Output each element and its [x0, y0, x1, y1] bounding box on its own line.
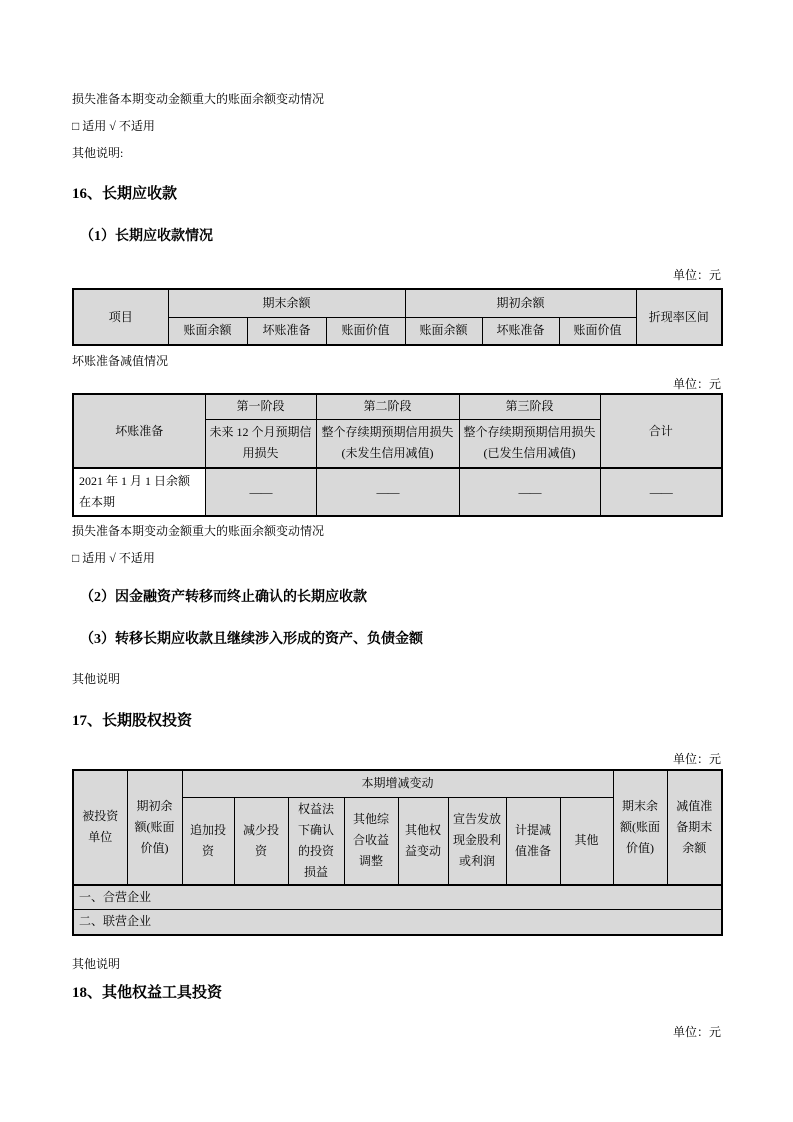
col-header-book-value: 账面价值	[326, 317, 405, 345]
col-header-bad-debt-provision: 坏账准备	[247, 317, 326, 345]
stage3-description-line2: (已发生信用减值)	[483, 446, 576, 461]
col-group-ending-balance: 期末余额	[168, 289, 405, 317]
unit-label-3: 单位：元	[672, 752, 721, 766]
col-header-total: 合计	[600, 394, 722, 468]
row-associates: 二、联营企业	[73, 910, 722, 935]
section18-title: 18、其他权益工具投资	[72, 984, 223, 1001]
table-row	[73, 885, 722, 910]
table-row	[73, 468, 722, 516]
unit-label-4: 单位：元	[672, 1024, 721, 1039]
table-row	[73, 910, 722, 935]
col-header-beginning-balance: 期初余额(账面价值)	[127, 770, 182, 885]
bad-debt-stages-table	[72, 393, 723, 517]
check-icon: √	[109, 551, 116, 565]
row-joint-ventures: 一、合营企业	[73, 885, 722, 910]
stage3-description-line1: 整个存续期预期信用损失	[463, 425, 596, 440]
col-header-bad-debt: 坏账准备	[73, 394, 205, 468]
col-header-book-balance: 账面余额	[168, 317, 247, 345]
other-notes-label: 其他说明	[72, 672, 121, 686]
cell-dash: ——	[600, 468, 722, 516]
col-group-period-change: 本期增减变动	[182, 770, 613, 797]
bad-debt-caption: 坏账准备减值情况	[72, 354, 169, 368]
col-header-stage1: 第一阶段	[205, 394, 316, 419]
stage2-description-line2: (未发生信用减值)	[341, 446, 434, 461]
col-header-discount-range: 折现率区间	[636, 289, 722, 345]
col-header-impairment-provision: 计提减值准备	[506, 797, 560, 885]
col-header-bad-debt-provision: 坏账准备	[482, 317, 559, 345]
col-header-book-value: 账面价值	[559, 317, 636, 345]
stage1-description: 未来 12 个月预期信用损失	[205, 419, 316, 468]
col-header-item: 项目	[73, 289, 168, 345]
col-header-book-balance: 账面余额	[405, 317, 482, 345]
col-header-oci-adjustment: 其他综合收益调整	[344, 797, 398, 885]
applicable-line	[72, 118, 721, 134]
col-header-ending-balance: 期末余额(账面价值)	[613, 770, 667, 885]
col-header-stage2: 第二阶段	[316, 394, 459, 419]
stage3-description	[459, 419, 600, 468]
section16-sub2-title: （2）因金融资产转移而终止确认的长期应收款	[80, 590, 367, 605]
cell-dash: ——	[316, 468, 459, 516]
section16-sub3-title: （3）转移长期应收款且继续涉入形成的资产、负债金额	[80, 632, 423, 647]
col-group-beginning-balance: 期初余额	[405, 289, 636, 317]
col-header-other-equity-change: 其他权益变动	[398, 797, 448, 885]
cell-dash: ——	[205, 468, 316, 516]
section16-sub1-title: （1）长期应收款情况	[80, 229, 213, 244]
col-header-investee: 被投资单位	[73, 770, 127, 885]
long-term-receivables-table	[72, 288, 723, 346]
col-header-reduced-investment: 减少投资	[234, 797, 288, 885]
section17-title: 17、长期股权投资	[72, 713, 193, 729]
col-header-equity-method-pl: 权益法下确认的投资损益	[288, 797, 344, 885]
not-apply-label: 不适用	[118, 119, 155, 133]
other-notes-label: 其他说明	[72, 956, 121, 971]
stage2-description-line1: 整个存续期预期信用损失	[321, 425, 454, 440]
not-apply-label: 不适用	[118, 551, 155, 565]
apply-label: 适用	[82, 551, 107, 565]
other-notes-label: 其他说明:	[72, 146, 124, 160]
loss-change-note: 损失准备本期变动金额重大的账面余额变动情况	[72, 524, 325, 538]
check-icon: √	[109, 119, 116, 133]
cell-dash: ——	[459, 468, 600, 516]
loss-change-note: 损失准备本期变动金额重大的账面余额变动情况	[72, 92, 325, 106]
col-header-additional-investment: 追加投资	[182, 797, 234, 885]
apply-label: 适用	[82, 119, 107, 133]
col-header-stage3: 第三阶段	[459, 394, 600, 419]
stage2-description	[316, 419, 459, 468]
section16-title: 16、长期应收款	[72, 186, 178, 202]
unit-label-1: 单位：元	[672, 268, 721, 282]
unit-label-2: 单位：元	[672, 377, 721, 391]
col-header-other: 其他	[560, 797, 613, 885]
checkbox-icon: □	[72, 551, 80, 565]
long-term-equity-investment-table	[72, 769, 723, 936]
col-header-impairment-ending: 减值准备期末余额	[667, 770, 722, 885]
applicable-line	[72, 550, 721, 566]
row-label-2021-balance: 2021 年 1 月 1 日余额在本期	[73, 468, 205, 516]
checkbox-icon: □	[72, 119, 80, 133]
col-header-declared-dividends: 宣告发放现金股利或利润	[448, 797, 506, 885]
